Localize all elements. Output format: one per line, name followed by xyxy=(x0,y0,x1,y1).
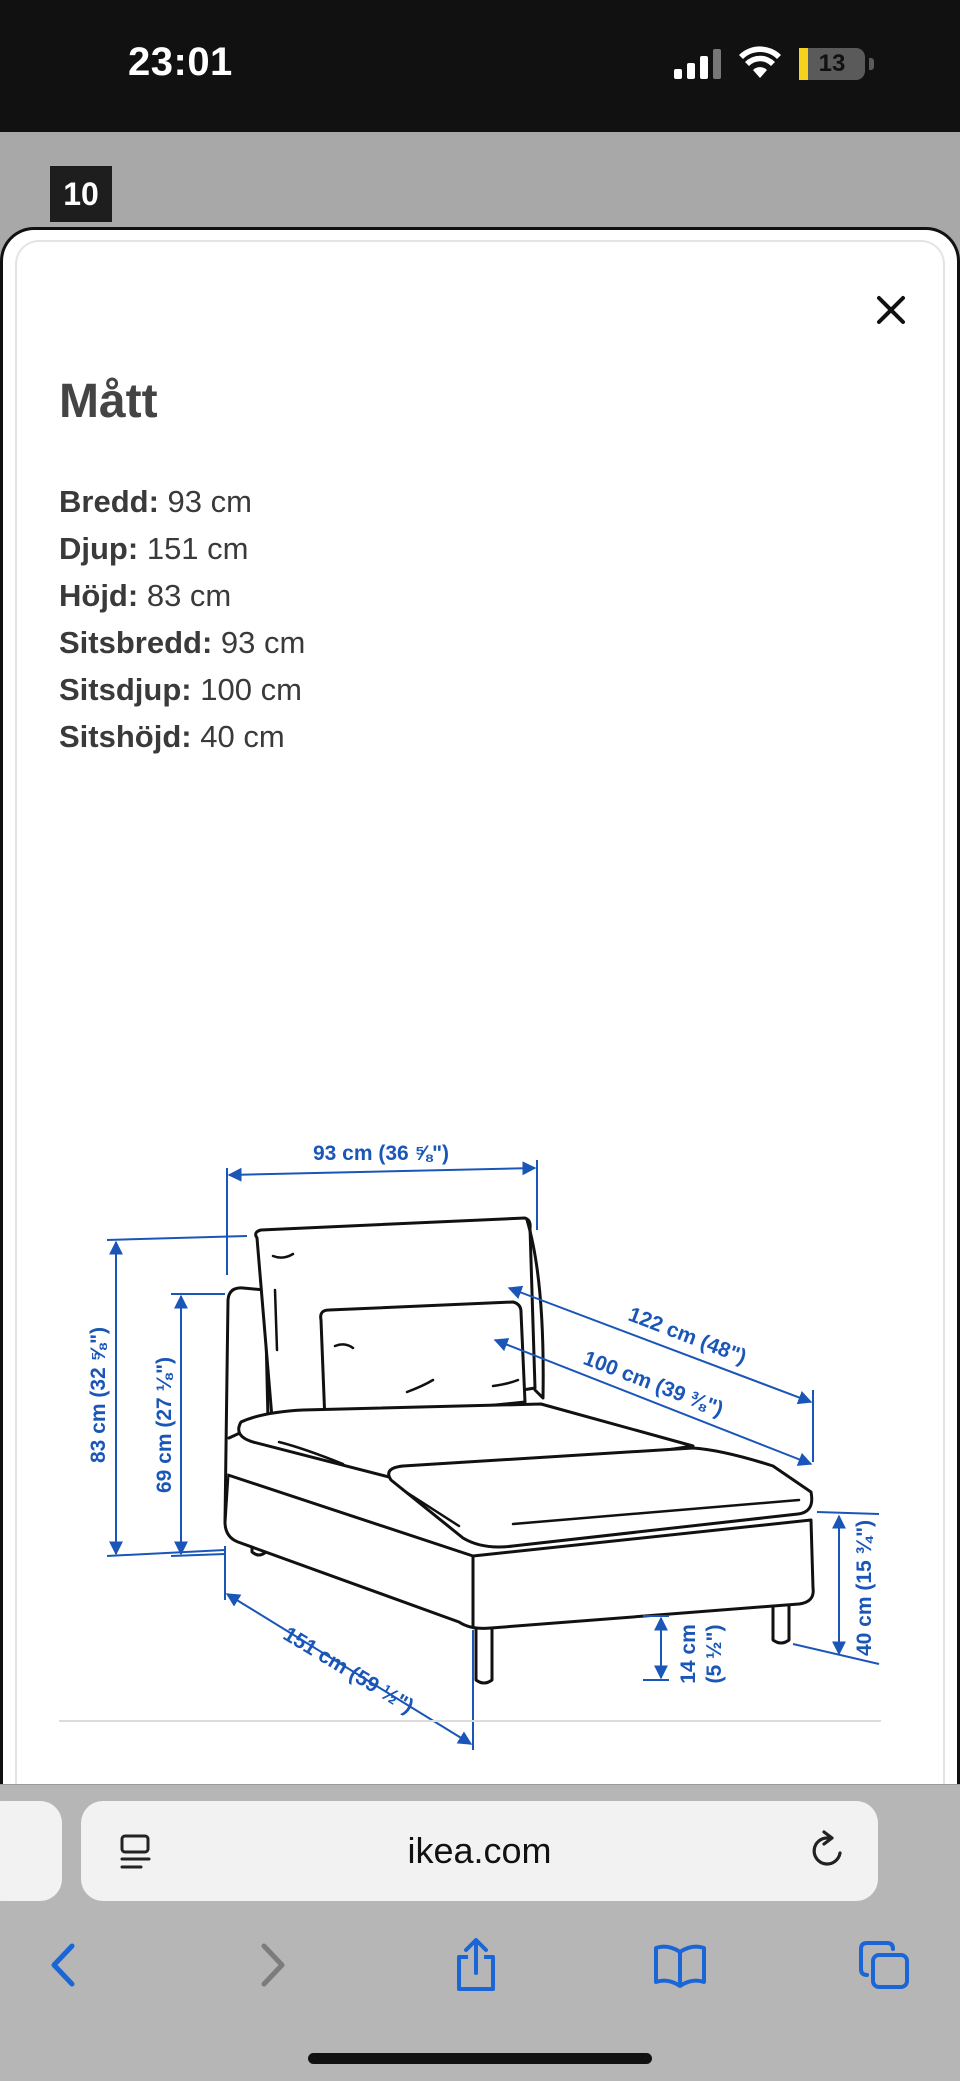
forward-icon xyxy=(252,1940,292,1990)
back-depth-label: 122 cm (48") xyxy=(625,1302,750,1369)
share-icon xyxy=(451,1937,501,1993)
previous-tab-preview[interactable] xyxy=(0,1801,62,1901)
dimension-row xyxy=(59,713,305,760)
browser-bar xyxy=(0,1784,960,2081)
dimensions-sheet xyxy=(0,227,960,1787)
tabs-icon xyxy=(857,1939,911,1991)
width-label: 93 cm (36 ⅝") xyxy=(312,1142,450,1165)
dimension-value: 83 cm xyxy=(146,578,232,613)
address-bar[interactable] xyxy=(81,1801,878,1901)
chaise-drawing xyxy=(225,1218,813,1683)
dimension-row xyxy=(59,619,305,666)
dimension-value: 93 cm xyxy=(167,484,252,519)
dimensions-list xyxy=(59,478,305,760)
battery-icon xyxy=(799,48,865,80)
leg-front-left xyxy=(476,1625,492,1683)
dimension-value: 100 cm xyxy=(200,672,302,707)
depth-label: 151 cm (59 ½") xyxy=(279,1622,418,1719)
dimension-value: 40 cm xyxy=(200,719,285,754)
height-label: 83 cm (32 ⅝") xyxy=(87,1326,110,1464)
bookmarks-icon xyxy=(652,1942,708,1988)
forward-button[interactable] xyxy=(232,1925,312,2005)
bookmarks-button[interactable] xyxy=(640,1925,720,2005)
signal-bars-icon xyxy=(674,49,721,79)
dimension-row xyxy=(59,478,305,525)
sheet-divider xyxy=(59,1720,881,1722)
leg-height-label-inches: (5 ½") xyxy=(703,1624,726,1684)
dimension-label: Sitsdjup: xyxy=(59,672,192,707)
reload-icon[interactable] xyxy=(806,1829,850,1873)
tabs-button[interactable] xyxy=(844,1925,924,2005)
url-text[interactable]: ikea.com xyxy=(407,1830,552,1871)
page-number-badge: 10 xyxy=(50,166,112,222)
chaise-dimension-diagram xyxy=(59,890,899,1719)
close-button[interactable] xyxy=(861,280,921,340)
dimension-row xyxy=(59,666,305,713)
battery-tip xyxy=(869,58,874,70)
dimension-label: Djup: xyxy=(59,531,139,566)
close-icon xyxy=(875,294,907,326)
status-time: 23:01 xyxy=(128,40,233,84)
status-bar xyxy=(0,0,960,132)
back-button[interactable] xyxy=(24,1925,104,2005)
sheet-title: Mått xyxy=(59,375,158,428)
dimension-row xyxy=(59,525,305,572)
home-indicator xyxy=(308,2053,652,2064)
seat-height-label: 40 cm (15 ¾") xyxy=(853,1519,876,1657)
battery-level: 13 xyxy=(818,50,846,77)
browser-toolbar xyxy=(0,1925,960,2005)
dimension-label: Sitshöjd: xyxy=(59,719,192,754)
seat-depth-label: 100 cm (39 ⅜") xyxy=(580,1346,727,1422)
dimension-label: Höjd: xyxy=(59,578,139,613)
dimension-value: 93 cm xyxy=(220,625,306,660)
dimension-value: 151 cm xyxy=(146,531,249,566)
arm-height-label: 69 cm (27 ⅛") xyxy=(153,1356,176,1494)
width-line xyxy=(229,1168,535,1175)
dimension-row xyxy=(59,572,305,619)
dimension-label: Sitsbredd: xyxy=(59,625,213,660)
back-icon xyxy=(44,1940,84,1990)
leg-height-label: 14 cm xyxy=(677,1624,700,1684)
wifi-icon xyxy=(739,48,781,80)
share-button[interactable] xyxy=(436,1925,516,2005)
dimension-label: Bredd: xyxy=(59,484,159,519)
status-icons xyxy=(674,48,874,80)
